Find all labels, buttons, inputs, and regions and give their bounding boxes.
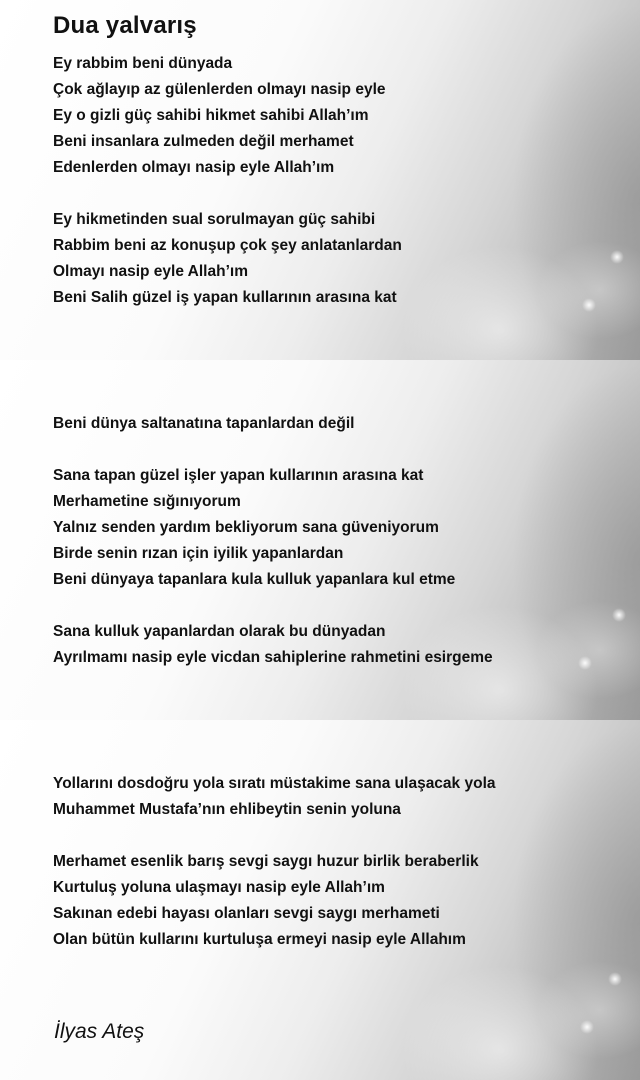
stanza-6 bbox=[53, 771, 496, 823]
poem-line: Sana tapan güzel işler yapan kullarının arasına kat bbox=[53, 467, 424, 484]
poem-line: Çok ağlayıp az gülenlerden olmayı nasip eyle bbox=[53, 81, 386, 98]
poem-line: Olan bütün kullarını kurtuluşa ermeyi nasip eyle Allahım bbox=[53, 931, 466, 948]
poem-title: Dua yalvarış bbox=[53, 12, 197, 39]
sparkle-decoration bbox=[610, 250, 624, 264]
poem-line: Ey hikmetinden sual sorulmayan güç sahibi bbox=[53, 211, 376, 228]
poem-panel-3 bbox=[0, 720, 640, 1080]
sparkle-decoration bbox=[582, 298, 596, 312]
poem-line: Yalnız senden yardım bekliyorum sana güveniyorum bbox=[53, 519, 439, 536]
stanza-7 bbox=[53, 849, 479, 953]
stanza-3 bbox=[53, 411, 354, 437]
poem-panel-2 bbox=[0, 360, 640, 720]
sparkle-decoration bbox=[608, 972, 622, 986]
poem-line: Ey rabbim beni dünyada bbox=[53, 55, 233, 72]
poem-line: Birde senin rızan için iyilik yapanlardan bbox=[53, 545, 344, 562]
sparkle-decoration bbox=[612, 608, 626, 622]
poem-line: Beni Salih güzel iş yapan kullarının arasına kat bbox=[53, 289, 397, 306]
stanza-2 bbox=[53, 207, 402, 311]
stanza-1 bbox=[53, 51, 386, 181]
poem-line: Ayrılmamı nasip eyle vicdan sahiplerine rahmetini esirgeme bbox=[53, 649, 493, 666]
poem-panel-1 bbox=[0, 0, 640, 360]
poem-line: Beni insanlara zulmeden değil merhamet bbox=[53, 133, 354, 150]
sparkle-decoration bbox=[578, 656, 592, 670]
poem-line: Ey o gizli güç sahibi hikmet sahibi Allah’ım bbox=[53, 107, 369, 124]
poem-line: Muhammet Mustafa’nın ehlibeytin senin yoluna bbox=[53, 801, 401, 818]
poem-line: Edenlerden olmayı nasip eyle Allah’ım bbox=[53, 159, 335, 176]
poem-line: Olmayı nasip eyle Allah’ım bbox=[53, 263, 248, 280]
sparkle-decoration bbox=[580, 1020, 594, 1034]
poem-line: Beni dünyaya tapanlara kula kulluk yapanlara kul etme bbox=[53, 571, 456, 588]
stanza-4 bbox=[53, 463, 455, 593]
poem-line: Merhamet esenlik barış sevgi saygı huzur birlik beraberlik bbox=[53, 853, 479, 870]
poem-line: Rabbim beni az konuşup çok şey anlatanlardan bbox=[53, 237, 402, 254]
poem-line: Merhametine sığınıyorum bbox=[53, 493, 241, 510]
poem-line: Beni dünya saltanatına tapanlardan değil bbox=[53, 415, 355, 432]
poem-line: Sakınan edebi hayası olanları sevgi saygı merhameti bbox=[53, 905, 440, 922]
poem-line: Sana kulluk yapanlardan olarak bu dünyadan bbox=[53, 623, 386, 640]
poem-author: İlyas Ateş bbox=[54, 1020, 145, 1043]
poem-line: Kurtuluş yoluna ulaşmayı nasip eyle Allah’ım bbox=[53, 879, 385, 896]
poem-line: Yollarını dosdoğru yola sıratı müstakime sana ulaşacak yola bbox=[53, 775, 496, 792]
stanza-5 bbox=[53, 619, 493, 671]
